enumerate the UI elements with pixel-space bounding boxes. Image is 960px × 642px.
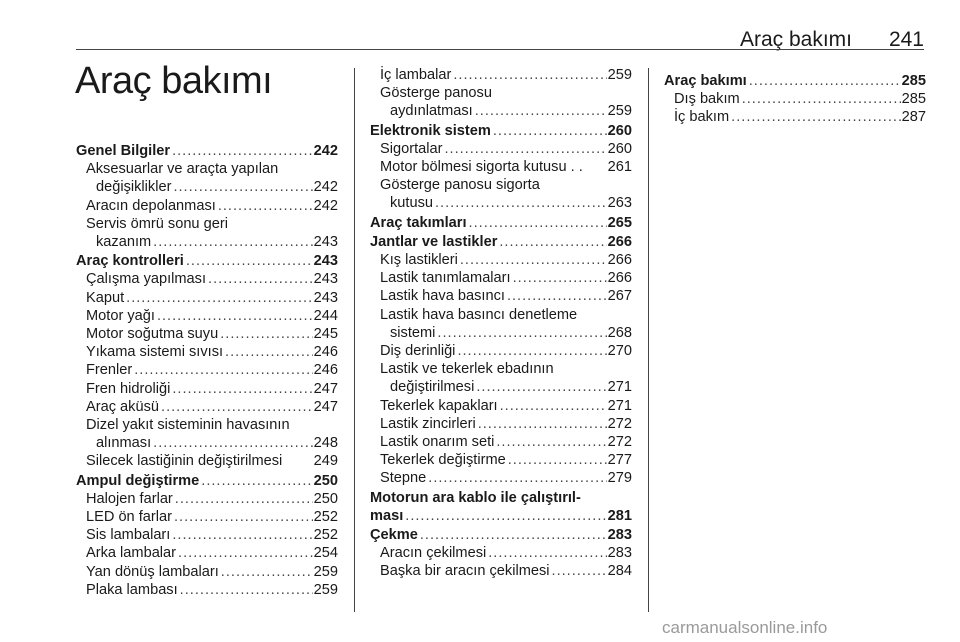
toc-entry-label: Lastik tanımlamaları (380, 270, 511, 287)
toc-section-entry[interactable] (370, 489, 632, 525)
dot-leader (186, 252, 313, 270)
toc-entry-label: Çekme (370, 527, 418, 544)
toc-entry-label: Araç kontrolleri (76, 253, 184, 270)
toc-entry-label: Motor soğutma suyu (86, 326, 219, 343)
toc-entry-label: Motor yağı (86, 307, 155, 324)
dot-leader (201, 472, 312, 490)
toc-page-number: 259 (313, 563, 338, 580)
toc-page-number: 285 (901, 73, 926, 89)
toc-entry-label: Tekerlek değiştirme (380, 452, 506, 469)
toc-entry-label: Araç aküsü (86, 398, 160, 415)
toc-subentry[interactable] (76, 563, 338, 581)
toc-entry-label: Tekerlek kapakları (380, 397, 498, 414)
toc-page-number: 242 (313, 179, 338, 196)
toc-entry-label: Araç takımları (370, 214, 467, 231)
toc-entry-label: Motor bölmesi sigorta kutusu . . (380, 159, 583, 176)
toc-entry-label: Aracın çekilmesi (380, 545, 487, 562)
toc-entry-label: Diş derinliği (380, 343, 456, 360)
toc-section-entry[interactable] (370, 233, 632, 251)
dot-leader (444, 140, 606, 158)
toc-subentry[interactable] (76, 289, 338, 307)
toc-entry-label: Lastik ve tekerlek ebadının (380, 361, 554, 378)
toc-subentry[interactable] (370, 469, 632, 487)
dot-leader (552, 562, 607, 580)
toc-subentry[interactable] (76, 361, 338, 379)
running-header-title: Araç bakımı (739, 28, 852, 51)
dot-leader (153, 233, 312, 251)
toc-subentry[interactable] (76, 307, 338, 325)
toc-entry-label: Servis ömrü sonu geri (86, 215, 228, 232)
header-divider (76, 49, 924, 50)
toc-page-number: 279 (607, 470, 632, 487)
toc-column-3 (664, 71, 926, 127)
dot-leader (420, 526, 607, 544)
toc-page-number: 254 (313, 545, 338, 562)
toc-entry-label: Fren hidroliği (86, 380, 171, 397)
toc-subentry[interactable] (76, 398, 338, 416)
toc-entry-label: Aracın depolanması (86, 197, 216, 214)
toc-subentry[interactable] (370, 433, 632, 451)
toc-page-number: 266 (607, 233, 632, 250)
dot-leader (476, 378, 606, 396)
toc-entry-label: Lastik zincirleri (380, 415, 476, 432)
toc-subentry[interactable] (370, 544, 632, 562)
toc-entry-label: Genel Bilgiler (76, 143, 171, 159)
dot-leader (493, 122, 607, 140)
toc-page-number: 261 (607, 159, 632, 176)
toc-page-number: 244 (313, 307, 338, 324)
toc-subentry[interactable] (370, 306, 632, 342)
toc-entry-label: İç bakım (674, 109, 730, 126)
toc-page-number: 250 (313, 472, 338, 489)
dot-leader (453, 66, 606, 84)
toc-entry-label: Ampul değiştirme (76, 472, 200, 489)
toc-page-number: 277 (607, 452, 632, 469)
toc-subentry[interactable] (664, 108, 926, 126)
toc-page-number: 243 (313, 271, 338, 288)
toc-entry-label: Arka lambalar (86, 545, 177, 562)
toc-page-number: 283 (607, 527, 632, 544)
toc-subentry[interactable] (76, 197, 338, 215)
toc-subentry[interactable] (76, 544, 338, 562)
toc-page-number: 247 (313, 380, 338, 397)
toc-page-number: 242 (313, 197, 338, 214)
chapter-title: Araç bakımı (75, 60, 273, 102)
toc-page-number: 243 (313, 253, 338, 270)
toc-subentry[interactable] (76, 490, 338, 508)
toc-entry-label: Stepne (380, 470, 427, 487)
toc-page-number: 268 (607, 324, 632, 341)
dot-leader (749, 72, 901, 90)
toc-entry-label: İç lambalar (380, 67, 452, 83)
toc-entry-label: değişiklikler (96, 179, 172, 196)
toc-subentry[interactable] (76, 380, 338, 398)
toc-page-number: 260 (607, 140, 632, 157)
dot-leader (496, 433, 606, 451)
dot-leader (153, 434, 312, 452)
toc-page-number: 245 (313, 326, 338, 343)
dot-leader (221, 563, 313, 581)
toc-section-entry[interactable] (370, 526, 632, 544)
toc-subentry[interactable] (370, 287, 632, 305)
dot-leader (175, 490, 313, 508)
toc-entry-label: Dizel yakıt sisteminin havasının (86, 417, 290, 434)
toc-section-entry[interactable] (76, 142, 338, 160)
toc-entry-label: Kış lastikleri (380, 252, 458, 269)
toc-entry-label: kazanım (96, 234, 152, 251)
dot-leader (161, 398, 313, 416)
toc-entry-label: Motorun ara kablo ile çalıştırıl- (370, 489, 581, 506)
toc-page-number: 272 (607, 434, 632, 451)
dot-leader (174, 508, 313, 526)
toc-subentry[interactable] (370, 397, 632, 415)
dot-leader (731, 108, 900, 126)
toc-page-number: 247 (313, 398, 338, 415)
toc-subentry[interactable] (76, 508, 338, 526)
toc-page-number: 271 (607, 397, 632, 414)
watermark: carmanualsonline.info (662, 618, 828, 637)
toc-page-number: 259 (607, 103, 632, 120)
dot-leader (180, 581, 313, 599)
toc-entry-label: Dış bakım (674, 91, 740, 108)
toc-page-number: 281 (607, 507, 632, 524)
toc-subentry[interactable] (76, 160, 338, 196)
toc-entry-label: değiştirilmesi (390, 379, 475, 396)
toc-subentry[interactable] (370, 562, 632, 580)
toc-entry-label: Sis lambaları (86, 527, 171, 544)
dot-leader (513, 269, 607, 287)
dot-leader (225, 343, 313, 361)
dot-leader (172, 380, 312, 398)
column-divider (354, 68, 355, 612)
toc-entry-label: alınması (96, 435, 152, 452)
toc-section-entry[interactable] (370, 122, 632, 140)
dot-leader (220, 325, 312, 343)
toc-subentry[interactable] (370, 415, 632, 433)
toc-page-number: 270 (607, 343, 632, 360)
toc-page-number: 271 (607, 379, 632, 396)
toc-entry-label: Yıkama sistemi sıvısı (86, 344, 224, 361)
toc-entry-label: Lastik onarım seti (380, 434, 495, 451)
dot-leader (172, 142, 313, 160)
toc-entry-label: sistemi (390, 324, 436, 341)
toc-subentry[interactable] (76, 325, 338, 343)
toc-page-number: 246 (313, 362, 338, 379)
toc-page-number: 248 (313, 435, 338, 452)
dot-leader (478, 415, 607, 433)
dot-leader (457, 342, 606, 360)
toc-entry-label: Aksesuarlar ve araçta yapılan (86, 161, 279, 178)
toc-entry-label: kutusu (390, 195, 433, 212)
toc-page-number: 243 (313, 289, 338, 306)
toc-column-2 (370, 66, 632, 581)
toc-entry-label: Elektronik sistem (370, 122, 491, 139)
dot-leader (134, 361, 312, 379)
toc-page-number: 285 (901, 91, 926, 108)
toc-page-number: 260 (607, 122, 632, 139)
toc-entry-label: Çalışma yapılması (86, 271, 207, 288)
toc-section-entry[interactable] (76, 252, 338, 270)
toc-subentry[interactable] (76, 581, 338, 599)
toc-entry-label: Kaput (86, 289, 125, 306)
dot-leader (437, 324, 606, 342)
toc-entry-label: Halojen farlar (86, 490, 173, 507)
toc-entry-label: Lastik hava basıncı denetleme (380, 306, 578, 323)
dot-leader (488, 544, 606, 562)
toc-subentry[interactable] (370, 451, 632, 469)
toc-entry-label: ması (370, 507, 404, 524)
dot-leader (460, 251, 607, 269)
dot-leader (499, 233, 606, 251)
toc-subentry[interactable] (370, 66, 632, 84)
dot-leader (178, 544, 313, 562)
toc-entry-label: Jantlar ve lastikler (370, 233, 498, 250)
toc-subentry[interactable] (370, 84, 632, 120)
toc-entry-label: Yan dönüş lambaları (86, 563, 219, 580)
toc-page-number: 252 (313, 509, 338, 526)
toc-subentry[interactable] (76, 526, 338, 544)
toc-entry-label: Gösterge panosu sigorta (380, 177, 540, 194)
toc-page-number: 266 (607, 252, 632, 269)
toc-page-number: 284 (607, 563, 632, 580)
toc-page-number: 242 (313, 143, 338, 159)
dot-leader (126, 289, 313, 307)
toc-entry-label: Plaka lambası (86, 581, 178, 598)
toc-entry-label: Lastik hava basıncı (380, 288, 505, 305)
dot-leader (218, 197, 313, 215)
toc-subentry[interactable] (370, 140, 632, 158)
toc-page-number: 250 (313, 490, 338, 507)
toc-entry-label: Başka bir aracın çekilmesi (380, 563, 550, 580)
toc-entry-label: Gösterge panosu (380, 85, 492, 102)
dot-leader (500, 397, 607, 415)
dot-leader (508, 451, 607, 469)
toc-page-number: 267 (607, 288, 632, 305)
toc-section-entry[interactable] (664, 72, 926, 90)
dot-leader (469, 214, 607, 232)
toc-entry-label: Sigortalar (380, 140, 443, 157)
dot-leader (405, 507, 606, 525)
dot-leader (157, 307, 313, 325)
toc-entry-label: Araç bakımı (664, 73, 747, 89)
dot-leader (208, 270, 313, 288)
toc-entry-label: Silecek lastiğinin değiştirilmesi (86, 453, 283, 470)
toc-entry-label: LED ön farlar (86, 509, 172, 526)
toc-subentry[interactable] (370, 176, 632, 212)
dot-leader (507, 287, 607, 305)
toc-page-number: 249 (313, 453, 338, 470)
page-number: 241 (888, 28, 924, 51)
toc-subentry[interactable] (76, 343, 338, 361)
column-divider (648, 68, 649, 612)
toc-subentry[interactable] (664, 90, 926, 108)
dot-leader (172, 526, 312, 544)
toc-section-entry[interactable] (370, 214, 632, 232)
toc-page-number: 252 (313, 527, 338, 544)
toc-subentry[interactable] (76, 270, 338, 288)
toc-page-number: 287 (901, 109, 926, 126)
toc-entry-label: aydınlatması (390, 103, 473, 120)
toc-page-number: 263 (607, 195, 632, 212)
toc-subentry[interactable] (76, 215, 338, 251)
dot-leader (435, 194, 607, 212)
toc-page-number: 272 (607, 415, 632, 432)
toc-page-number: 266 (607, 270, 632, 287)
toc-section-entry[interactable] (76, 472, 338, 490)
toc-subentry[interactable] (76, 452, 338, 470)
toc-page-number: 265 (607, 214, 632, 231)
toc-page-number: 259 (607, 67, 632, 83)
dot-leader (428, 469, 606, 487)
toc-column-1 (76, 141, 338, 599)
toc-page-number: 246 (313, 344, 338, 361)
toc-subentry[interactable] (370, 251, 632, 269)
toc-subentry[interactable] (370, 342, 632, 360)
toc-subentry[interactable] (370, 269, 632, 287)
toc-page-number: 283 (607, 545, 632, 562)
dot-leader (742, 90, 901, 108)
toc-subentry[interactable] (370, 360, 632, 396)
toc-page-number: 243 (313, 234, 338, 251)
toc-entry-label: Frenler (86, 362, 133, 379)
toc-subentry[interactable] (370, 158, 632, 176)
toc-page-number: 259 (313, 581, 338, 598)
dot-leader (475, 102, 607, 120)
toc-subentry[interactable] (76, 416, 338, 452)
dot-leader (173, 178, 312, 196)
